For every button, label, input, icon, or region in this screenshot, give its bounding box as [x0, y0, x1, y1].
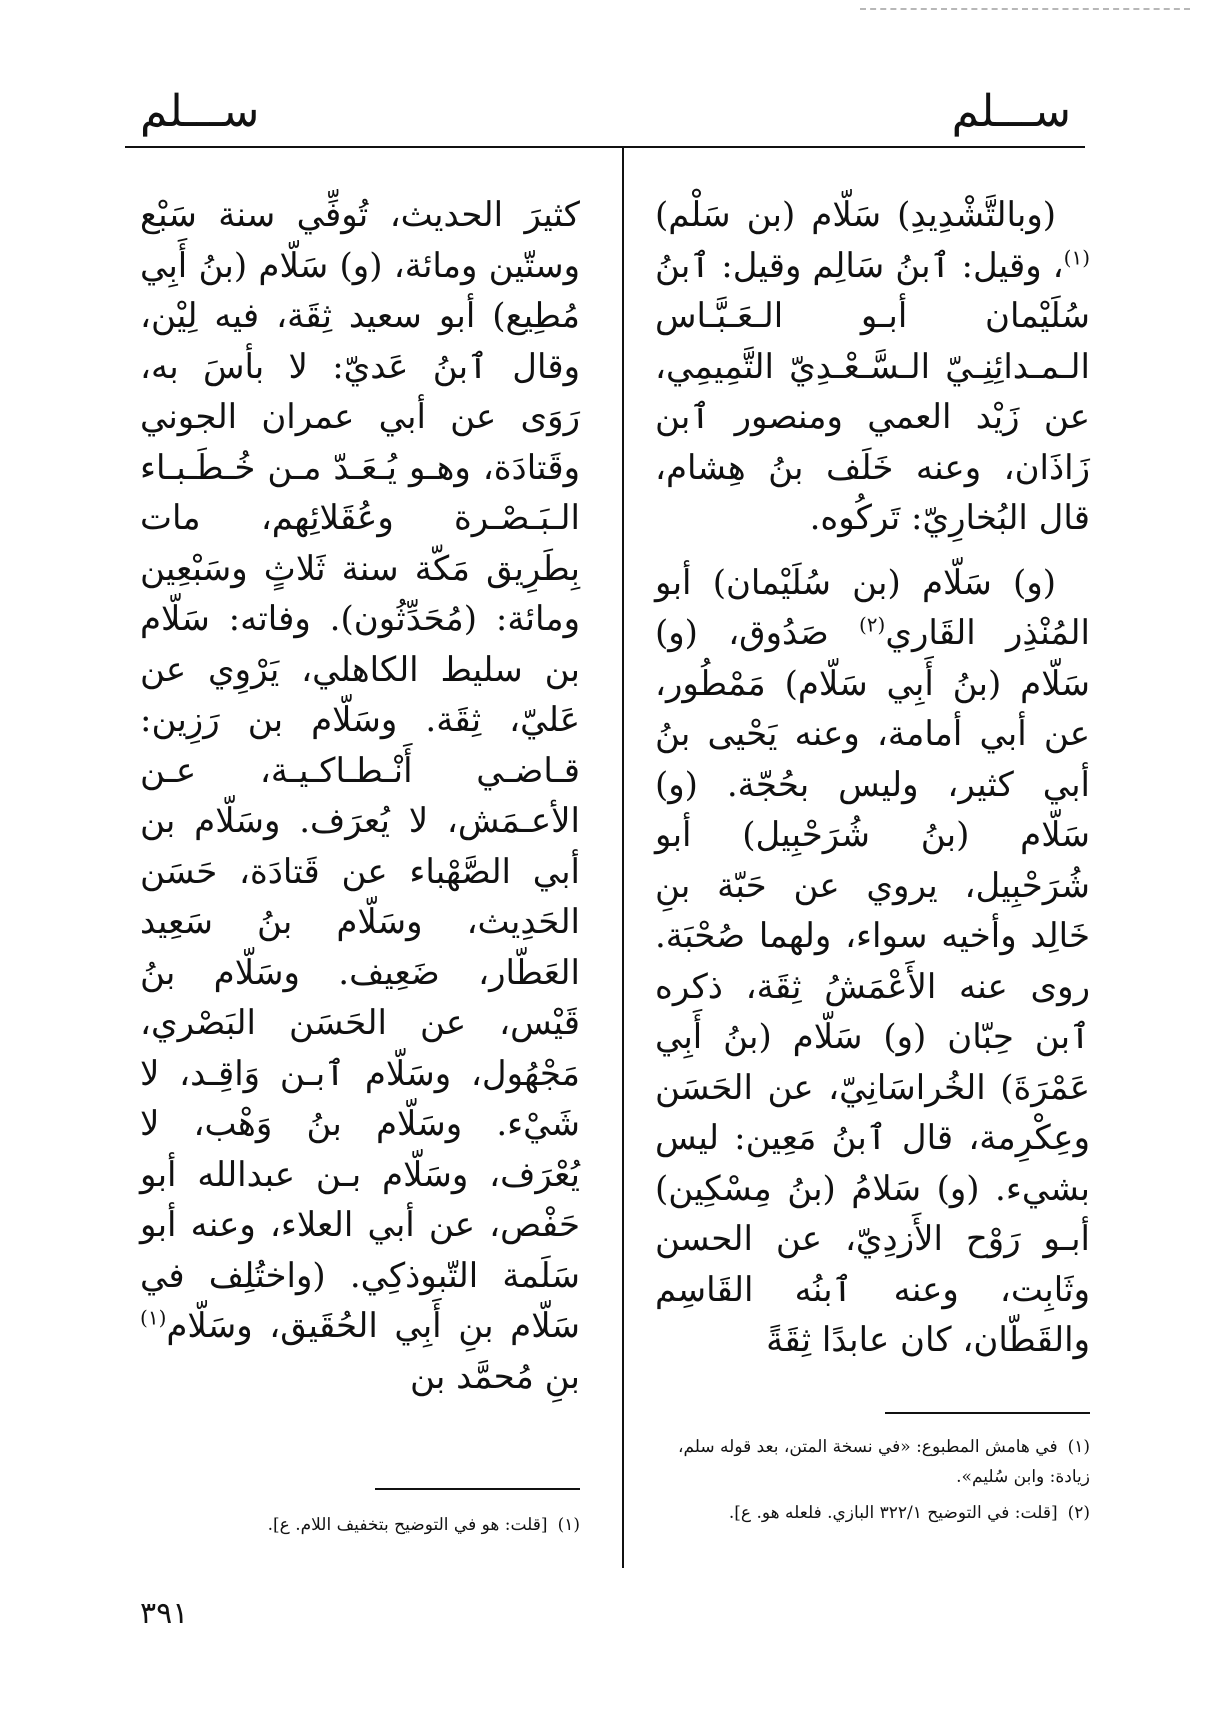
footnotes-left: [190, 1510, 580, 1546]
paragraph-text: صَدُوق، (و) سَلّام (بنُ أَبِي سَلّام) مَمْطُور، عن أبي أمامة، وعنه يَحْيى بنُ أبي كثير، وليس بحُجّة. (و) سَلّام (بنُ شُرَحْبِيل) أبو شُرَحْبِيل، يروي عن حَبّة بنِ خَالِد وأخيه سواء، ولهما صُحْبَة. روى عنه الأَعْمَشُ ثِقَة، ذكره ٱبن حِبّان (و) سَلّام (بنُ أَبِي عَمْرَةَ) الخُراسَانِيّ، عن الحَسَن وعِكْرِمة، قال ٱبنُ مَعِين: ليس بشيء. (و) سَلامُ (بنُ مِسْكِين) أبـو رَوْح الأَزدِيّ، عن الحسن وثَابِت، وعنه ٱبنُه القَاسِم والقَطّان، كان عابدًا ثِقَةً: [655, 613, 1090, 1360]
footnote-marker: (١): [1063, 245, 1090, 270]
paragraph: [655, 190, 1090, 544]
footnote-item: [650, 1432, 1090, 1492]
paragraph-text: كثيرَ الحديث، تُوفِّي سنة سَبْع وستّين ومائة، (و) سَلّام (بنُ أَبِي مُطِيع) أبو سعيد ثِقَة، فيه لِيْن، وقال ٱبنُ عَديّ: لا بأسَ به، رَوَى عن أبي عمران الجوني وقَتادَة، وهـو يُـعَـدّ مـن خُـطَـبـاء الـبَـصْـرة وعُقَلائِهم، مات بِطَرِيق مَكّة سنة ثَلاثٍ وسَبْعِين ومائة: (مُحَدِّثُون). وفاته: سَلّام بن سليط الكاهلي، يَرْوِي عن عَليّ، ثِقَة. وسَلّام بن رَزِين: قـاضـي أَنْـطـاكـيـة، عـن الأعـمَش، لا يُعرَف. وسَلّام بن أبي الصَّهْباء عن قَتادَة، حَسَن الحَدِيث، وسَلّام بنُ سَعِيد العَطّار، ضَعِيف. وسَلّام بنُ قَيْس، عن الحَسَن البَصْري، مَجْهُول، وسَلّام ٱبـن وَاقِـد، لا شَيْء. وسَلّام بنُ وَهْب، لا يُعْرَف، وسَلّام بـن عبدالله أبو حَفْص، عن أبي العلاء، وعنه أبو سَلَمة التّبوذكِي. (واختُلِف في سَلّام بنِ أَبِي الحُقَيق، وسَلّام: [140, 195, 580, 1346]
footnote-item: [190, 1510, 580, 1540]
footnote-item: [650, 1498, 1090, 1528]
paragraph: [655, 558, 1090, 1366]
scan-artifact-dashes: [860, 8, 1190, 12]
footnote-text: [قلت: في التوضيح ٣٢٢/١ البازي. فلعله هو. ع].: [728, 1503, 1058, 1523]
footnote-marker: (٢): [858, 612, 886, 637]
page-number: ٣٩١: [140, 1596, 189, 1631]
header-rule: [125, 146, 1085, 148]
paragraph: [140, 190, 580, 1402]
footnote-rule-right: [885, 1412, 1090, 1414]
footnotes-right: [650, 1432, 1090, 1534]
paragraph-text: ، وقيل: ٱبنُ سَالِم وقيل: ٱبنُ سُلَيْمان أبـو الـعَـبَّـاس الـمـدائِنِـيّ الـسَّـعْـدِيّ التَّمِيمِي، عن زَيْد العمي ومنصور ٱبن زَاذَان، وعنه خَلَف بنُ هِشام، قال البُخارِيّ: تَركُوه.: [655, 245, 1090, 538]
footnote-number: (١): [557, 1515, 580, 1535]
column-divider: [622, 148, 624, 1568]
footnote-marker: (١): [140, 1305, 167, 1330]
footnote-number: (٢): [1067, 1503, 1090, 1523]
footnote-number: (١): [1067, 1437, 1090, 1457]
footnote-text: في هامش المطبوع: «في نسخة المتن، بعد قوله سلم، زيادة: وابن سُليم».: [677, 1437, 1090, 1487]
running-header-right: ســـلم: [951, 86, 1071, 137]
running-header-left: ســـلم: [140, 86, 260, 137]
paragraph-text: (وبالتَّشْدِيدِ) سَلّام (بن سَلْم): [655, 195, 1056, 235]
paragraph-text: (و) سَلّام (بن سُلَيْمان) أبو المُنْذِر القَاري: [655, 562, 1090, 653]
paragraph-text: بنِ مُحمَّد بن: [410, 1356, 580, 1397]
left-column: [140, 190, 580, 1402]
footnote-rule-left: [375, 1488, 580, 1490]
footnote-text: [قلت: هو في التوضيح بتخفيف اللام. ع].: [267, 1515, 548, 1535]
right-column: [655, 190, 1090, 1366]
